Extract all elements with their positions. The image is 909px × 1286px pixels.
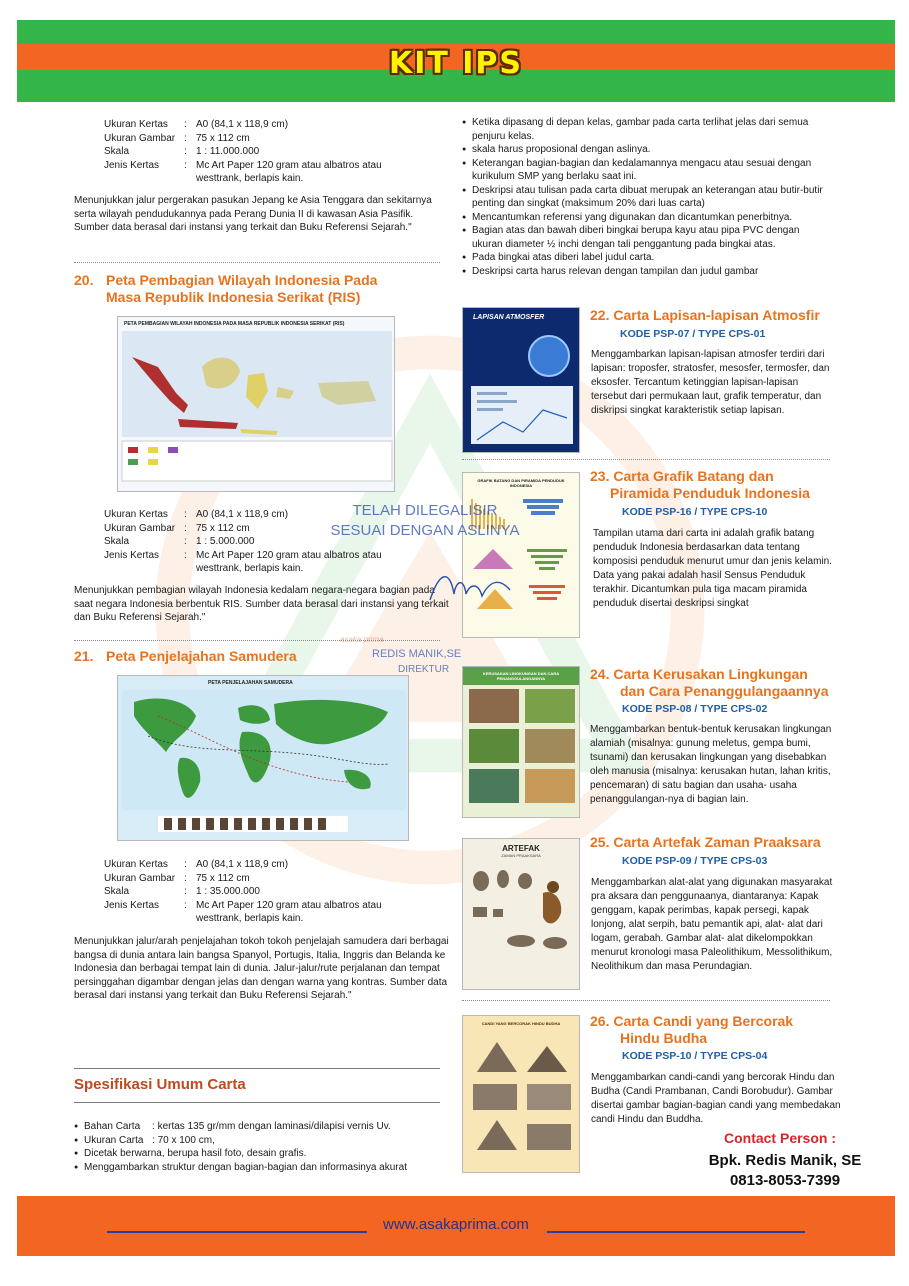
criteria-item: ● Mencantumkan referensi yang digunakan dan dicantumkan penerbitnya. xyxy=(462,211,830,225)
general-spec-title: Spesifikasi Umum Carta xyxy=(74,1076,246,1093)
contact-label: Contact Person : xyxy=(723,1130,836,1146)
item-21-spec: Ukuran Kertas : A0 (84,1 x 118,9 cm) Ukuran Gambar : 75 x 112 cm Skala : 1 : 35.000.000 Jenis Kertas : Mc Art Paper 120 gram atau albatros atau westtrank, berlapis kain. xyxy=(104,859,382,924)
header-banner xyxy=(17,20,895,102)
item-26-description: Menggambarkan candi-candi yang bercorak Hindu dan Budha (Candi Prambanan, Candi Borobudur). Gambar disertai gambar bagian-bagian candi yang membedakan candi Hindu dan Buddha. xyxy=(591,1072,841,1125)
general-spec-item: ● Ukuran Carta : 70 x 100 cm, xyxy=(74,1134,464,1148)
criteria-item: ● Pada bingkai atas diberi label judul carta. xyxy=(462,251,830,265)
item-21-title: 21. Peta Penjelajahan Samudera xyxy=(74,648,297,664)
general-spec-item: ● Menggambarkan struktur dengan bagian-bagian dan informasinya akurat xyxy=(74,1161,464,1175)
item-20-map-image: PETA PEMBAGIAN WILAYAH INDONESIA PADA MASA REPUBLIK INDONESIA SERIKAT (RIS) xyxy=(117,316,395,492)
item-21-map-image: PETA PENJELAJAHAN SAMUDERA xyxy=(117,675,409,841)
page-title: KIT IPS xyxy=(388,46,524,81)
item-20-spec: Ukuran Kertas : A0 (84,1 x 118,9 cm) Ukuran Gambar : 75 x 112 cm Skala : 1 : 5.000.000 Jenis Kertas : Mc Art Paper 120 gram atau albatros atau westtrank, berlapis kain. xyxy=(104,509,382,574)
general-spec-item: ● Bahan Carta : kertas 135 gr/mm dengan laminasi/dilapisi vernis Uv. xyxy=(74,1120,464,1134)
item-23-description: Tampilan utama dari carta ini adalah grafik batang penduduk Indonesia berdasarkan data tentang komposisi penduduk menurut umur dan jenis kelamin. Data yang pakai adalah hasil Sensus Penduduk terakhir. Dicantumkan pula tiga macam piramida penduduk disertai deskripsi singkat xyxy=(593,528,833,609)
signature xyxy=(420,560,540,610)
contact-phone: 0813-8053-7399 xyxy=(729,1172,841,1189)
criteria-item: ● Keterangan bagian-bagian dan kedalamannya mengacu atau sesuai dengan kurikulum SMP yang berlaku saat ini. xyxy=(462,157,830,184)
general-spec-list xyxy=(74,1120,464,1174)
stamp-company: asaka prima xyxy=(340,635,384,644)
item-25-description: Menggambarkan alat-alat yang digunakan masyarakat pra aksara dan penggunaanya, diantaranya: Kapak genggam, kapak perimbas, kapak persegi, kapak lonjong, alat serpih, batu pemantik api, alat- alat dari logam, gerabah. Gambar alat- alat dikelompokkan menurut kronologi masa Paleolithikum, Messolithikum, Neolithikum dan masa Perundagian. xyxy=(591,877,833,972)
divider xyxy=(462,459,830,460)
item-25-chart-image: ARTEFAK ZAMAN PRAAKSARA xyxy=(462,838,580,990)
divider xyxy=(74,640,440,641)
contact-name: Bpk. Redis Manik, SE xyxy=(708,1152,862,1169)
item-22-code: KODE PSP-07 / TYPE CPS-01 xyxy=(620,328,766,340)
footer-bar xyxy=(17,1196,895,1256)
item-22-description: Menggambarkan lapisan-lapisan atmosfer terdiri dari lapisan: troposfer, stratosfer, mesosfer, termosfer, dan eksosfer. Tercantum ketinggian lapisan-lapisan tersebut dari permukaan laut, grafik temperatur, dan diskripsi singkat karakteristik setiap lapisan. xyxy=(591,349,830,416)
item-26-title: 26. Carta Candi yang Bercorak Hindu Budha xyxy=(590,1013,794,1046)
item-24-title: 24. Carta Kerusakan Lingkungan dan Cara Penanggulangaannya xyxy=(590,666,829,699)
stamp-role: DIREKTUR xyxy=(398,664,450,675)
carta-criteria-list xyxy=(462,116,830,278)
item-23-code: KODE PSP-16 / TYPE CPS-10 xyxy=(622,506,768,518)
criteria-item: ● Ketika dipasang di depan kelas, gambar pada carta terlihat jelas dari semua penjuru kelas. xyxy=(462,116,830,143)
criteria-item: ● Deskripsi atau tulisan pada carta dibuat merupak an keterangan atau butir-butir penting dan singkat (maksimum 20% dari luas carta) xyxy=(462,184,830,211)
item-25-code: KODE PSP-09 / TYPE CPS-03 xyxy=(622,855,768,867)
item-23-title: 23. Carta Grafik Batang dan Piramida Penduduk Indonesia xyxy=(590,468,810,501)
item-20-title: 20. Peta Pembagian Wilayah Indonesia Pada Masa Republik Indonesia Serikat (RIS) xyxy=(74,272,378,305)
item-22-chart-image: LAPISAN ATMOSFER xyxy=(462,307,580,453)
item-26-chart-image: CANDI YANG BERCORAK HINDU BUDHA xyxy=(462,1015,580,1173)
item-24-code: KODE PSP-08 / TYPE CPS-02 xyxy=(622,703,768,715)
divider xyxy=(74,1102,440,1103)
legalization-stamp: TELAH DILEGALISIR SESUAI DENGAN ASLINYA xyxy=(330,502,520,539)
item-24-description: Menggambarkan bentuk-bentuk kerusakan lingkungan alamiah (misalnya: gunung meletus, gempa bumi, tsunami) dan kerusakan lingkungan yang disebabkan oleh manusia (misalnya: kerusakan hutan, lahan kritis, pencemaran) di satu bagian dan usaha- usaha penanggulangan-nya di bagian lain. xyxy=(590,724,832,805)
divider xyxy=(74,262,440,263)
general-spec-item: ● Dicetak berwarna, berupa hasil foto, desain grafis. xyxy=(74,1147,464,1161)
criteria-item: ● Bagian atas dan bawah diberi bingkai berupa kayu atau pipa PVC dengan ukuran diameter ½ inchi dengan tali penggantung pada bingkai atas. xyxy=(462,224,830,251)
top-item-description: Menunjukkan jalur pergerakan pasukan Jepang ke Asia Tenggara dan sekitarnya serta wilayah pendudukannya pada Perang Dunia II di kawasan Asia Pasifik. Sumber data berasal dari instansi yang terkait dan Buku Referensi Sejarah." xyxy=(74,195,432,233)
stamp-name: REDIS MANIK,SE xyxy=(372,648,462,660)
top-item-spec: Ukuran Kertas : A0 (84,1 x 118,9 cm) Ukuran Gambar : 75 x 112 cm Skala : 1 : 11.000.000 Jenis Kertas : Mc Art Paper 120 gram atau albatros atau westtrank, berlapis kain. xyxy=(104,119,382,184)
criteria-item: ● skala harus proposional dengan aslinya. xyxy=(462,143,830,157)
item-25-title: 25. Carta Artefak Zaman Praaksara xyxy=(590,834,821,850)
criteria-item: ● Deskripsi carta harus relevan dengan tampilan dan judul gambar xyxy=(462,265,830,279)
divider xyxy=(74,1068,440,1069)
item-21-description: Menunjukkan jalur/arah penjelajahan tokoh tokoh penjelajah samudera dari berbagai bangsa di dunia antara lain bangsa Spanyol, Portugis, Italia, Inggris dan Belanda ke Indonesia dan berbagai tempat lain di dunia. Jalur-jalur/rute perjalanan dan tempat persinggahan digambar dengan jelas dan dengan warna yang kontras. Sumber data berasal dari instansi yang terkait dan Buku Referensi Sejarah." xyxy=(74,936,449,1001)
divider xyxy=(462,1000,830,1001)
item-20-description: Menunjukkan pembagian wilayah Indonesia kedalam negara-negara bagian pada saat negara Indonesia berbentuk RIS. Sumber data berasal dari instansi yang terkait dan Buku Referensi Sejarah." xyxy=(74,585,449,623)
item-24-chart-image: KERUSAKAN LINGKUNGAN DAN CARA PENANGGULANGANNYA xyxy=(462,666,580,818)
website-link[interactable]: www.asakaprima.com xyxy=(383,1216,529,1233)
item-26-code: KODE PSP-10 / TYPE CPS-04 xyxy=(622,1050,768,1062)
item-22-title: 22. Carta Lapisan-lapisan Atmosfir xyxy=(590,307,820,323)
item-23-chart-image: GRAFIK BATANG DAN PIRAMIDA PENDUDUK INDONESIA xyxy=(462,472,580,638)
